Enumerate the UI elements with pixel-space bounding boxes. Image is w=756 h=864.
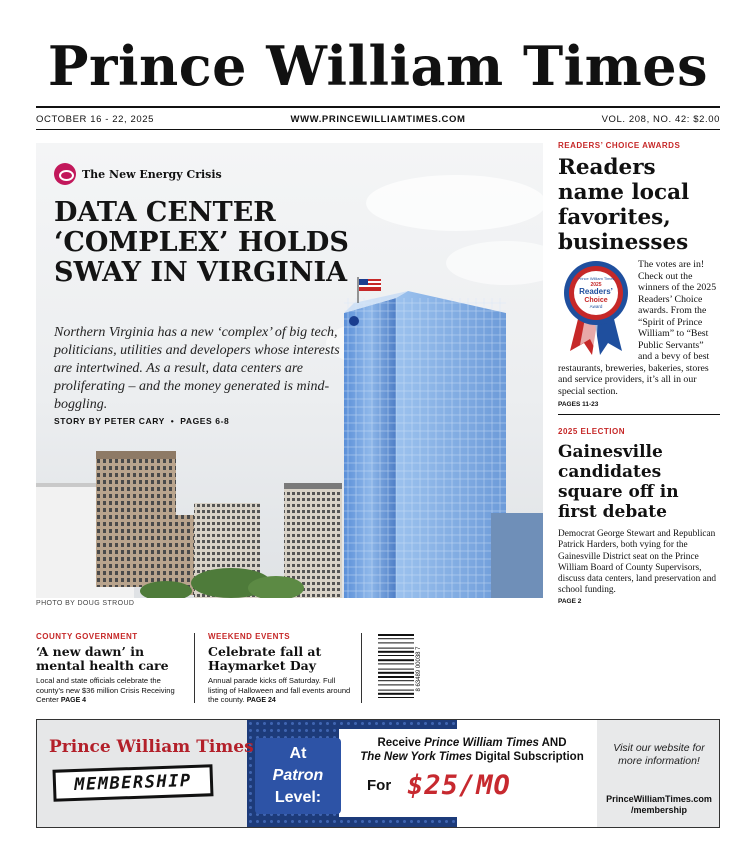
readers-choice-award-badge-icon	[558, 259, 634, 355]
readers-choice-pages: PAGES 11-23	[558, 401, 599, 408]
brief-weekend-events[interactable]	[208, 632, 356, 706]
election-story[interactable]	[558, 427, 720, 605]
newspaper-title: Prince William Times	[47, 34, 709, 98]
series-label: The New Energy Crisis	[82, 167, 222, 181]
issue-volume-price: VOL. 208, NO. 42: $2.00	[601, 114, 720, 125]
banner-brand-logo: Prince William Times	[49, 737, 254, 757]
brief-headline[interactable]: Celebrate fall at Haymarket Day	[208, 644, 322, 673]
readers-choice-body-wrap	[558, 259, 720, 411]
brief-county-government[interactable]	[36, 632, 184, 706]
membership-url-link[interactable]	[599, 794, 719, 816]
lead-pages: PAGES 6-8	[180, 416, 230, 426]
patron-level-box	[255, 738, 341, 814]
election-headline[interactable]: Gainesville candidates square off in first debate	[558, 442, 679, 522]
readers-choice-headline[interactable]: Readers name local favorites, businesses	[558, 155, 690, 255]
offer-line-1: Receive Prince William Times AND	[377, 737, 567, 749]
readers-choice-kicker: READERS’ CHOICE AWARDS	[558, 141, 681, 150]
bullet-separator: •	[167, 416, 181, 426]
badge-top-text: Prince William Times	[577, 276, 615, 281]
patron-line-2: Patron	[272, 767, 324, 784]
lead-headline[interactable]: DATA CENTER ‘COMPLEX’ HOLDS SWAY IN VIRGINIA	[54, 197, 349, 288]
visit-text: Visit our website for more information!	[613, 742, 705, 767]
for-label: For	[367, 777, 392, 794]
lead-byline	[54, 416, 229, 426]
election-body: Democrat George Stewart and Republican Patrick Harders, both vying for the Gainesville District seat on the Prince William Board of County Supervisors, discuss data centers, land preservation and school funding.	[558, 529, 716, 596]
offer-text	[347, 736, 597, 764]
membership-banner[interactable]	[36, 719, 720, 828]
election-pages: PAGE 2	[558, 597, 582, 605]
byline-author: STORY BY PETER CARY	[54, 416, 165, 426]
offer-line-2: The New York Times Digital Subscription	[360, 751, 584, 763]
brief-divider	[194, 633, 195, 703]
dateline-bar	[36, 106, 720, 130]
readers-choice-story[interactable]	[558, 141, 720, 411]
badge-word-readers: Readers’	[579, 287, 613, 296]
url-line-1: PrinceWilliamTimes.com	[606, 794, 712, 804]
photo-credit: PHOTO BY DOUG STROUD	[36, 600, 135, 607]
website-link[interactable]: WWW.PRINCEWILLIAMTIMES.COM	[290, 114, 466, 125]
column-divider	[558, 414, 720, 415]
issue-date: OCTOBER 16 - 22, 2025	[36, 114, 155, 125]
lead-story[interactable]	[36, 143, 543, 598]
membership-price: $25/MO	[407, 770, 511, 801]
badge-word-choice: Choice	[584, 297, 608, 304]
lead-deck: Northern Virginia has a new ‘complex’ of big tech, politicians, utilities and developers whose interests are intertwined. As a result, data centers are proliferating – and the money generated is mind-boggling.	[54, 325, 340, 412]
barcode-digits: 8 63489 00038 7	[416, 646, 422, 692]
brief-pages: PAGE 24	[246, 697, 276, 705]
brief-divider	[361, 633, 362, 703]
readers-choice-body: The votes are in! Check out the winners of the 2025 Readers’ Choice awards. From the “Spirit of Prince William” to “Best Public Servants” and a bevy of best restaurants, breweries, bakeries, stores and service providers, it’s all in our special section.	[558, 259, 717, 397]
brief-pages: PAGE 4	[60, 697, 87, 705]
brief-body: Annual parade kicks off Saturday. Full listing of Halloween and fall events around the county.	[208, 676, 351, 705]
price-row	[367, 770, 511, 801]
brief-headline[interactable]: ‘A new dawn’ in mental health care	[36, 644, 169, 673]
patron-line-3: Level:	[274, 789, 322, 806]
brief-kicker: COUNTY GOVERNMENT	[36, 632, 138, 641]
brief-body-wrap	[208, 676, 356, 706]
brief-kicker: WEEKEND EVENTS	[208, 632, 291, 641]
brief-body-wrap	[36, 676, 184, 706]
brief-body: Local and state officials celebrate the county’s new $36 million Crisis Receiving Center	[36, 676, 175, 705]
badge-year: 2025	[590, 282, 602, 288]
energy-crisis-logo-icon	[54, 163, 76, 185]
election-kicker: 2025 ELECTION	[558, 427, 625, 436]
url-line-2: /membership	[630, 805, 688, 815]
series-tag	[54, 162, 222, 186]
badge-word-award: Award	[589, 304, 603, 309]
membership-stamp: MEMBERSHIP	[52, 764, 213, 802]
patron-line-1: At	[289, 745, 307, 762]
barcode-icon	[376, 632, 428, 706]
masthead	[36, 30, 720, 102]
